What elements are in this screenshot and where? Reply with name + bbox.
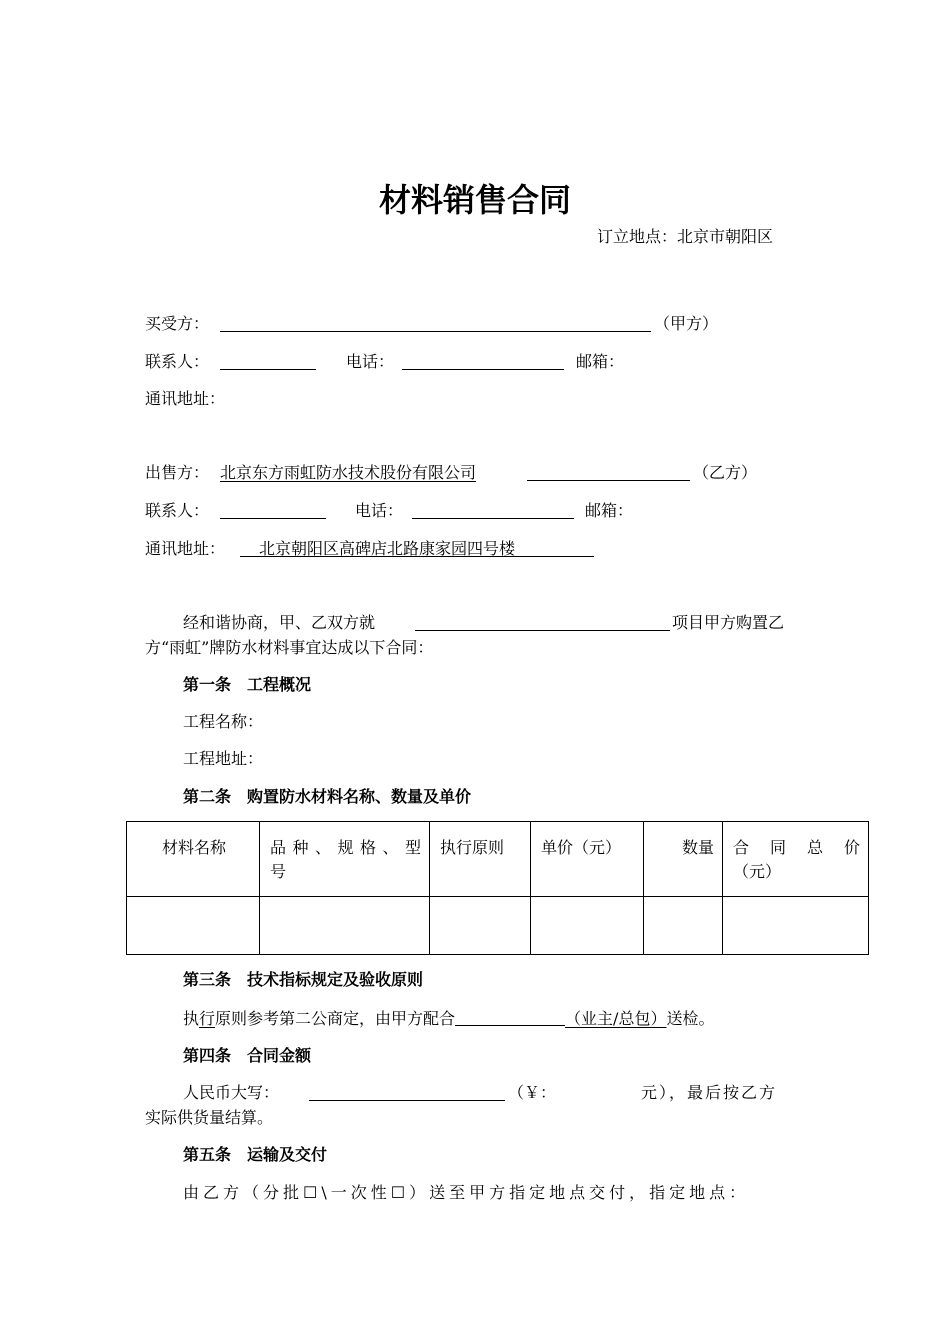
- article-4-line-2: 实际供货量结算。: [145, 1108, 274, 1127]
- rmb-amount-blank[interactable]: [309, 1100, 505, 1101]
- header-execution-principle: 执行原则: [430, 822, 531, 897]
- yen-label: （￥：: [508, 1083, 557, 1102]
- seller-label: 出售方：: [145, 463, 210, 482]
- table-header-row: [127, 822, 869, 897]
- article-3-text: [183, 1009, 714, 1029]
- article-2-heading: 第二条 购置防水材料名称、数量及单价: [183, 787, 472, 806]
- article-3-text-2: 行: [199, 1009, 216, 1028]
- intro-line-2: 方“雨虹”牌防水材料事宜达成以下合同：: [145, 638, 434, 657]
- header-spec-line-1: 品种、规格、型: [270, 838, 421, 857]
- article-5-heading: 第五条 运输及交付: [183, 1145, 328, 1164]
- buyer-party-tag: （甲方）: [654, 314, 719, 333]
- yuan-settlement-text: 元），最后按乙方: [641, 1083, 778, 1102]
- seller-name-underline: [527, 480, 690, 481]
- header-material-name: 材料名称: [127, 822, 260, 897]
- header-unit-price: 单价（元）: [531, 822, 644, 897]
- article-1-heading: 第一条 工程概况: [183, 675, 312, 694]
- project-name-label: 工程名称：: [183, 712, 264, 731]
- seller-name: 北京东方雨虹防水技术股份有限公司: [220, 463, 477, 482]
- article-3-heading: 第三条 技术指标规定及验收原则: [183, 970, 424, 989]
- header-spec-line-2: 号: [270, 862, 287, 881]
- article-3-text-1: 执: [183, 1009, 200, 1028]
- cell-material-name[interactable]: [127, 897, 260, 955]
- buyer-phone-blank[interactable]: [402, 369, 564, 370]
- buyer-phone-label: 电话：: [346, 352, 395, 371]
- article-3-text-4: （业主/总包）: [565, 1009, 667, 1028]
- seller-address: 北京朝阳区高碑店北路康家园四号楼: [259, 539, 516, 558]
- buyer-name-blank[interactable]: [220, 331, 651, 332]
- seller-contact-label: 联系人：: [145, 501, 210, 520]
- article-3-text-3: 原则参考第二公商定，由甲方配合: [215, 1009, 456, 1028]
- article-3-text-5: 送检。: [666, 1009, 715, 1028]
- buyer-email-label: 邮箱：: [576, 352, 625, 371]
- cell-execution-principle[interactable]: [430, 897, 531, 955]
- header-total-line-1: 合同总价: [733, 838, 860, 857]
- rmb-label: 人民币大写：: [183, 1083, 280, 1102]
- project-address-label: 工程地址：: [183, 749, 264, 768]
- seller-phone-blank[interactable]: [412, 518, 574, 519]
- signing-place: 订立地点：北京市朝阳区: [597, 227, 774, 246]
- cell-unit-price[interactable]: [531, 897, 644, 955]
- header-quantity: 数量: [644, 822, 723, 897]
- intro-text-end: 项目甲方购置乙: [672, 613, 785, 632]
- seller-party-tag: （乙方）: [693, 463, 758, 482]
- header-total-line-2: （元）: [733, 862, 782, 881]
- project-name-blank[interactable]: [415, 630, 670, 631]
- cell-quantity[interactable]: [644, 897, 723, 955]
- buyer-contact-label: 联系人：: [145, 352, 210, 371]
- contract-title: 材料销售合同: [378, 181, 571, 219]
- buyer-label: 买受方：: [145, 314, 210, 333]
- seller-email-label: 邮箱：: [585, 501, 634, 520]
- article-4-heading: 第四条 合同金额: [183, 1046, 312, 1065]
- cell-spec[interactable]: [260, 897, 430, 955]
- header-total-price: [723, 822, 869, 897]
- seller-phone-label: 电话：: [355, 501, 404, 520]
- article-5-text: 由乙方（分批☐\一次性☐）送至甲方指定地点交付，指定地点：: [183, 1183, 750, 1202]
- table-row: [127, 897, 869, 955]
- buyer-contact-blank[interactable]: [220, 369, 316, 370]
- seller-contact-blank[interactable]: [220, 518, 326, 519]
- cell-total-price[interactable]: [723, 897, 869, 955]
- intro-text-start: 经和谐协商，甲、乙双方就: [183, 613, 376, 632]
- buyer-address-label: 通讯地址：: [145, 389, 226, 408]
- header-spec: [260, 822, 430, 897]
- seller-address-label: 通讯地址：: [145, 539, 226, 558]
- materials-table: [126, 821, 869, 955]
- inspection-party-blank[interactable]: [455, 1009, 565, 1026]
